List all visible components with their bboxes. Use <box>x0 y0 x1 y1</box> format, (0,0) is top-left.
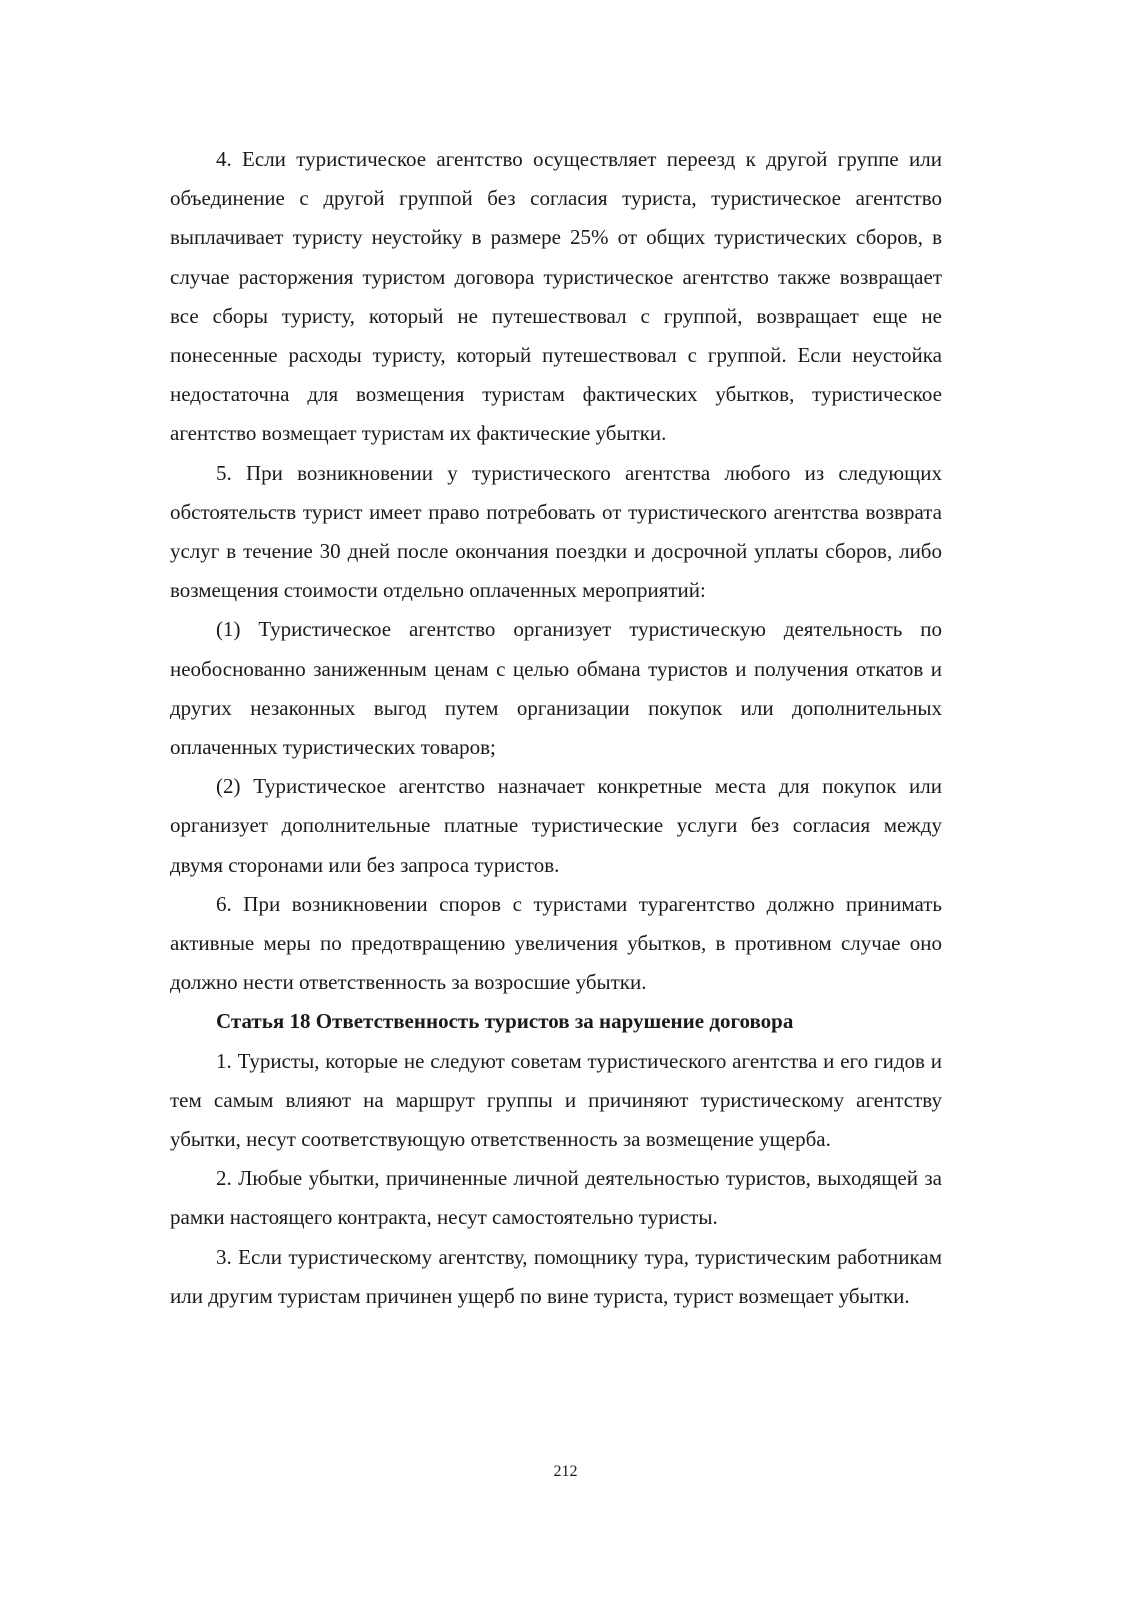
paragraph-subitem-1: (1) Туристическое агентство организует туристическую деятельность по необоснованно заниженным ценам с целью обмана туристов и получения откатов и других незаконных выгод путем организации покупок или дополнительных оплаченных туристических товаров; <box>170 617 942 760</box>
article-paragraph-3: 3. Если туристическому агентству, помощнику тура, туристическим работникам или другим туристам причинен ущерб по вине туриста, турист возмещает убытки. <box>170 1244 942 1308</box>
paragraph-item-5: 5. При возникновении у туристического агентства любого из следующих обстоятельств турист имеет право потребовать от туристического агентства возврата услуг в течение 30 дней после окончания поездки и досрочной уплаты сборов, либо возмещения стоимости отдельно оплаченных мероприятий: <box>170 460 942 603</box>
article-paragraph-1: 1. Туристы, которые не следуют советам туристического агентства и его гидов и тем самым влияют на маршрут группы и причиняют туристическому агентству убытки, несут соответствующую ответственность за возмещение ущерба. <box>170 1048 942 1152</box>
paragraph-item-6: 6. При возникновении споров с туристами турагентство должно принимать активные меры по предотвращению увеличения убытков, в противном случае оно должно нести ответственность за возросшие убытки. <box>170 891 942 995</box>
page-content <box>170 140 942 1316</box>
page-number: 212 <box>553 1463 578 1480</box>
paragraph-item-4: 4. Если туристическое агентство осуществляет переезд к другой группе или объединение с другой группой без согласия туриста, туристическое агентство выплачивает туристу неустойку в размере 25% от общих туристических сборов, в случае расторжения туристом договора туристическое агентство также возвращает все сборы туристу, который не путешествовал с группой, возвращает еще не понесенные расходы туристу, который путешествовал с группой. Если неустойка недостаточна для возмещения туристам фактических убытков, туристическое агентство возмещает туристам их фактические убытки. <box>170 147 942 446</box>
paragraph-subitem-2: (2) Туристическое агентство назначает конкретные места для покупок или организует дополнительные платные туристические услуги без согласия между двумя сторонами или без запроса туристов. <box>170 774 942 877</box>
article-paragraph-2: 2. Любые убытки, причиненные личной деятельностью туристов, выходящей за рамки настоящего контракта, несут самостоятельно туристы. <box>170 1166 942 1230</box>
article-heading: Статья 18 Ответственность туристов за нарушение договора <box>216 1009 794 1034</box>
